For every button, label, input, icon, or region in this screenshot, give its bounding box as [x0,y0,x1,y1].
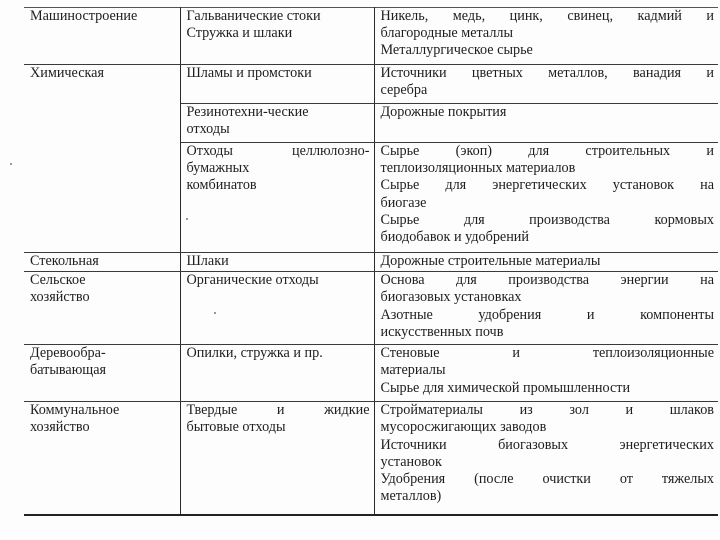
industry-line: Коммунальное [30,402,120,419]
table-row [24,272,718,345]
table-row [24,402,718,515]
use-line: биогазовых установках [380,289,522,306]
industry-cell [24,65,180,253]
use-cell [374,272,718,345]
waste-cell [180,402,374,515]
scan-speck [186,218,188,220]
waste-cell [180,345,374,402]
industry-cell [24,402,180,515]
industry-line: Сельское [30,272,86,289]
use-cell [374,253,718,272]
waste-line: Твердые и жидкие [186,402,370,419]
waste-line: Органические отходы [186,272,319,289]
use-cell [374,402,718,515]
use-cell [374,345,718,402]
waste-cell [180,104,374,143]
use-line: искусственных почв [380,323,504,340]
industry-cell [24,345,180,402]
waste-line: Резинотехни-ческие [186,104,309,120]
use-cell [374,8,718,65]
scan-speck [10,163,12,165]
waste-cell [180,8,374,65]
use-line: Дорожные покрытия [380,104,507,120]
use-line: Сырье для химической промышленности [380,379,631,396]
use-line: материалы [380,362,446,379]
use-line: Азотные удобрения и компоненты [380,306,714,323]
waste-line: Шлаки [186,253,229,269]
use-line: Удобрения (после очистки от тяжелых [380,471,714,488]
waste-utilization-table [24,7,718,516]
table-row [24,345,718,402]
waste-line: комбинатов [186,177,257,194]
use-line: биогазе [380,194,427,211]
use-line: металлов) [380,488,442,505]
use-cell [374,65,718,104]
waste-line: Отходы целлюлозно- [186,143,370,159]
waste-cell [180,65,374,104]
waste-line: Стружка и шлаки [186,25,293,42]
industry-cell [24,272,180,345]
table-row [24,253,718,272]
use-line: Металлургическое сырье [380,42,533,59]
industry-cell [24,253,180,272]
waste-line: Гальванические стоки [186,8,321,24]
use-line: Дорожные строительные материалы [380,253,601,269]
use-line: Стройматериалы из зол и шлаков [380,402,714,419]
waste-cell [180,272,374,345]
use-line: биодобавок и удобрений [380,229,529,246]
industry-cell [24,8,180,65]
use-cell [374,104,718,143]
use-line: мусоросжигающих заводов [380,419,547,436]
table-row [24,8,718,65]
waste-cell [180,143,374,253]
industry-line: Стекольная [30,253,99,269]
use-line: Источники биогазовых энергетических [380,436,714,453]
use-line: Никель, медь, цинк, свинец, кадмий и [380,8,714,24]
waste-line: Шламы и промстоки [186,65,312,81]
use-line: Основа для производства энергии на [380,272,714,289]
use-line: Стеновые и теплоизоляционные [380,345,714,362]
use-line: благородные металлы [380,25,514,42]
use-line: Сырье (экоп) для строительных и [380,143,714,159]
table-row [24,65,718,104]
waste-line: бытовые отходы [186,419,286,436]
waste-cell [180,253,374,272]
industry-line: хозяйство [30,419,90,436]
waste-line: отходы [186,121,230,138]
industry-line: Деревообра- [30,345,106,362]
industry-line: Химическая [30,65,104,81]
use-line: Сырье для производства кормовых [380,211,714,228]
use-line: установок [380,453,442,470]
use-line: серебра [380,82,428,99]
scan-speck [214,312,216,314]
industry-line: батывающая [30,362,107,379]
use-line: теплоизоляционных материалов [380,160,576,177]
waste-line: Опилки, стружка и пр. [186,345,323,362]
use-cell [374,143,718,253]
industry-line: Машиностроение [30,8,138,24]
use-line: Источники цветных металлов, ванадия и [380,65,714,81]
industry-line: хозяйство [30,289,90,306]
use-line: Сырье для энергетических установок на [380,177,714,194]
waste-line: бумажных [186,160,250,177]
